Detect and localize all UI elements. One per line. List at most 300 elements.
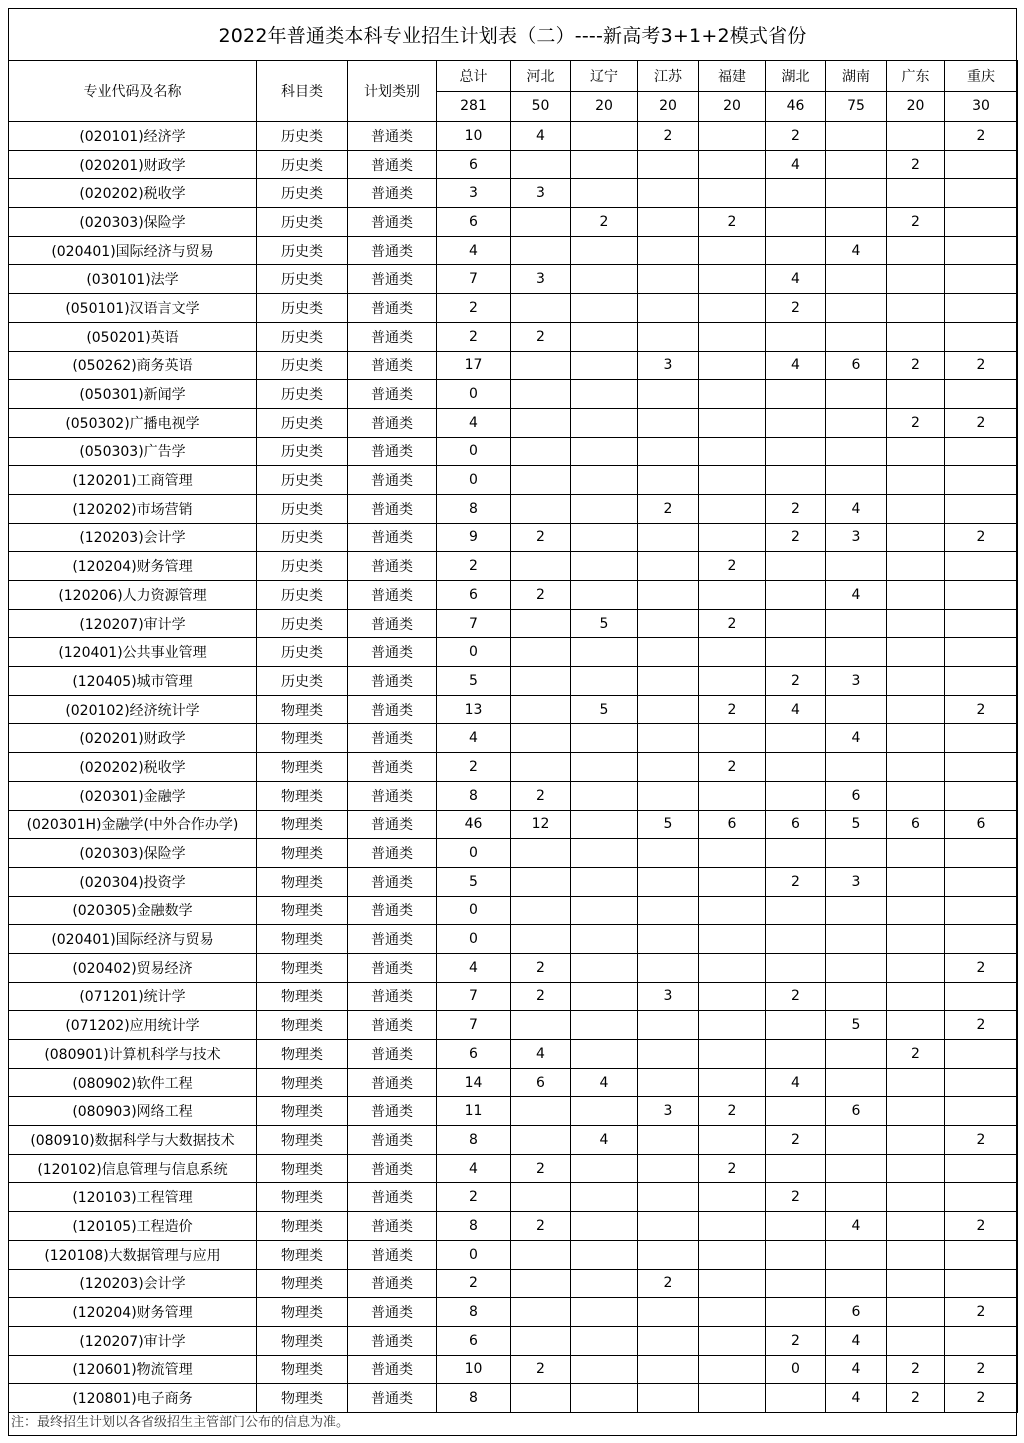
province-quota-cell (766, 1269, 826, 1298)
province-quota-cell (699, 867, 766, 896)
province-quota-cell: 3 (638, 351, 699, 380)
province-quota-cell (887, 1298, 945, 1327)
subject-cell: 物理类 (257, 982, 348, 1011)
province-quota-cell (699, 380, 766, 409)
header-plan-type: 计划类别 (348, 61, 437, 122)
province-quota-cell: 4 (826, 581, 887, 610)
plan-type-cell: 普通类 (348, 724, 437, 753)
province-quota-cell (887, 609, 945, 638)
province-quota-cell (638, 552, 699, 581)
subject-cell: 历史类 (257, 122, 348, 151)
province-quota-cell (571, 1154, 638, 1183)
province-quota-cell (638, 408, 699, 437)
province-quota-cell (571, 523, 638, 552)
province-quota-cell (887, 265, 945, 294)
province-quota-cell: 5 (826, 1011, 887, 1040)
plan-type-cell: 普通类 (348, 408, 437, 437)
province-quota-cell (766, 638, 826, 667)
province-quota-cell (699, 667, 766, 696)
province-quota-cell (826, 122, 887, 151)
province-quota-cell: 5 (826, 810, 887, 839)
major-cell: (120801)电子商务 (9, 1384, 257, 1413)
province-quota-cell: 12 (511, 810, 571, 839)
subject-cell: 历史类 (257, 150, 348, 179)
plan-type-cell: 普通类 (348, 982, 437, 1011)
province-quota-cell: 6 (766, 810, 826, 839)
province-quota-cell: 2 (766, 867, 826, 896)
province-quota-cell (511, 1097, 571, 1126)
province-quota-cell (766, 1384, 826, 1413)
header-province: 福建 (699, 61, 766, 92)
province-quota-cell: 4 (766, 265, 826, 294)
plan-type-cell: 普通类 (348, 953, 437, 982)
subject-cell: 物理类 (257, 1183, 348, 1212)
province-quota-cell (638, 265, 699, 294)
province-quota-cell (638, 1212, 699, 1241)
plan-type-cell: 普通类 (348, 695, 437, 724)
province-quota-cell (766, 1097, 826, 1126)
province-quota-cell (699, 1240, 766, 1269)
subject-cell: 物理类 (257, 1212, 348, 1241)
total-cell: 8 (437, 781, 511, 810)
province-quota-cell (699, 1326, 766, 1355)
subject-cell: 物理类 (257, 1097, 348, 1126)
province-quota-cell: 2 (511, 523, 571, 552)
province-quota-cell (638, 322, 699, 351)
province-quota-cell (511, 867, 571, 896)
province-quota-cell (638, 1240, 699, 1269)
province-quota-cell (887, 982, 945, 1011)
province-quota-cell: 2 (571, 208, 638, 237)
province-quota-cell (638, 1126, 699, 1155)
province-quota-cell (945, 208, 1018, 237)
province-quota-cell: 2 (766, 122, 826, 151)
province-quota-cell (887, 523, 945, 552)
province-quota-cell (699, 1384, 766, 1413)
province-quota-cell (511, 150, 571, 179)
total-cell: 4 (437, 1154, 511, 1183)
province-quota-cell (511, 925, 571, 954)
province-quota-cell: 2 (511, 1154, 571, 1183)
province-quota-cell: 6 (826, 351, 887, 380)
table-row (9, 1126, 1018, 1155)
major-cell: (050101)汉语言文学 (9, 294, 257, 323)
plan-type-cell: 普通类 (348, 1298, 437, 1327)
subject-cell: 历史类 (257, 179, 348, 208)
subject-cell: 物理类 (257, 810, 348, 839)
subject-cell: 历史类 (257, 667, 348, 696)
province-quota-cell (571, 781, 638, 810)
table-row (9, 753, 1018, 782)
table-row (9, 552, 1018, 581)
total-cell: 8 (437, 1126, 511, 1155)
province-quota-cell (638, 839, 699, 868)
subject-cell: 物理类 (257, 1126, 348, 1155)
plan-type-cell: 普通类 (348, 1355, 437, 1384)
province-quota-cell (699, 122, 766, 151)
province-quota-cell: 2 (887, 1040, 945, 1069)
major-cell: (020301)金融学 (9, 781, 257, 810)
province-quota-cell: 2 (766, 982, 826, 1011)
province-quota-cell: 2 (887, 1384, 945, 1413)
province-quota-cell: 3 (826, 667, 887, 696)
province-quota-cell (699, 1269, 766, 1298)
total-cell: 6 (437, 150, 511, 179)
total-cell: 10 (437, 1355, 511, 1384)
province-quota-cell: 2 (945, 1298, 1018, 1327)
province-quota-cell (826, 466, 887, 495)
province-quota-cell: 2 (511, 1212, 571, 1241)
province-quota-cell (571, 179, 638, 208)
province-quota-cell (511, 494, 571, 523)
province-quota-cell (699, 953, 766, 982)
province-quota-cell (887, 1269, 945, 1298)
province-quota-cell (945, 609, 1018, 638)
major-cell: (020303)保险学 (9, 839, 257, 868)
province-quota-cell (511, 896, 571, 925)
province-quota-cell (887, 1126, 945, 1155)
province-quota-cell (699, 1011, 766, 1040)
province-quota-cell: 6 (887, 810, 945, 839)
province-quota-cell: 4 (826, 1384, 887, 1413)
province-quota-cell: 2 (887, 208, 945, 237)
province-quota-cell (766, 839, 826, 868)
province-quota-cell (826, 982, 887, 1011)
province-quota-cell (699, 1183, 766, 1212)
major-cell: (020303)保险学 (9, 208, 257, 237)
province-quota-cell (699, 896, 766, 925)
province-quota-cell (638, 1011, 699, 1040)
province-quota-cell (766, 466, 826, 495)
province-quota-cell: 2 (945, 408, 1018, 437)
total-cell: 0 (437, 896, 511, 925)
province-quota-cell (945, 150, 1018, 179)
subject-cell: 物理类 (257, 1154, 348, 1183)
province-quota-cell: 4 (571, 1126, 638, 1155)
subject-cell: 历史类 (257, 265, 348, 294)
province-quota-cell: 4 (826, 494, 887, 523)
total-cell: 0 (437, 380, 511, 409)
province-quota-cell (766, 609, 826, 638)
table-row (9, 695, 1018, 724)
subject-cell: 历史类 (257, 380, 348, 409)
province-quota-cell (511, 609, 571, 638)
province-quota-cell (826, 437, 887, 466)
table-row (9, 466, 1018, 495)
province-quota-cell (699, 1040, 766, 1069)
plan-type-cell: 普通类 (348, 1040, 437, 1069)
province-quota-cell: 2 (511, 781, 571, 810)
province-quota-cell (766, 896, 826, 925)
province-quota-cell (638, 953, 699, 982)
subject-cell: 物理类 (257, 1040, 348, 1069)
footnote: 注：最终招生计划以各省级招生主管部门公布的信息为准。 (11, 1415, 350, 1430)
province-quota-cell (638, 236, 699, 265)
plan-type-cell: 普通类 (348, 1212, 437, 1241)
total-cell: 11 (437, 1097, 511, 1126)
total-cell: 2 (437, 1183, 511, 1212)
province-quota-cell (887, 839, 945, 868)
province-quota-cell (766, 1154, 826, 1183)
province-quota-cell (887, 1068, 945, 1097)
province-quota-cell: 3 (638, 982, 699, 1011)
province-quota-cell (826, 150, 887, 179)
enrollment-plan-table (8, 60, 1018, 1413)
header-province: 江苏 (638, 61, 699, 92)
major-cell: (120105)工程造价 (9, 1212, 257, 1241)
province-quota-cell (945, 667, 1018, 696)
total-cell: 7 (437, 1011, 511, 1040)
province-quota-cell: 2 (945, 523, 1018, 552)
header-total: 20 (887, 91, 945, 122)
major-cell: (020401)国际经济与贸易 (9, 236, 257, 265)
province-quota-cell (571, 982, 638, 1011)
table-row (9, 408, 1018, 437)
province-quota-cell: 4 (511, 1040, 571, 1069)
table-row (9, 437, 1018, 466)
province-quota-cell (699, 236, 766, 265)
province-quota-cell (511, 1240, 571, 1269)
subject-cell: 历史类 (257, 552, 348, 581)
province-quota-cell (571, 1212, 638, 1241)
province-quota-cell (699, 408, 766, 437)
table-row (9, 1040, 1018, 1069)
plan-type-cell: 普通类 (348, 638, 437, 667)
province-quota-cell: 4 (826, 1326, 887, 1355)
province-quota-cell (699, 982, 766, 1011)
major-cell: (080901)计算机科学与技术 (9, 1040, 257, 1069)
table-row (9, 1326, 1018, 1355)
province-quota-cell (511, 208, 571, 237)
total-cell: 4 (437, 724, 511, 753)
province-quota-cell: 2 (945, 1126, 1018, 1155)
province-quota-cell (699, 925, 766, 954)
plan-type-cell: 普通类 (348, 322, 437, 351)
province-quota-cell (638, 1326, 699, 1355)
province-quota-cell (826, 839, 887, 868)
province-quota-cell: 2 (699, 208, 766, 237)
major-cell: (080902)软件工程 (9, 1068, 257, 1097)
province-quota-cell (699, 523, 766, 552)
total-cell: 2 (437, 1269, 511, 1298)
major-cell: (050302)广播电视学 (9, 408, 257, 437)
subject-cell: 物理类 (257, 867, 348, 896)
total-cell: 7 (437, 265, 511, 294)
province-quota-cell (638, 1183, 699, 1212)
province-quota-cell (887, 466, 945, 495)
header-total: 46 (766, 91, 826, 122)
table-row (9, 265, 1018, 294)
subject-cell: 历史类 (257, 609, 348, 638)
province-quota-cell (511, 839, 571, 868)
subject-cell: 历史类 (257, 466, 348, 495)
table-row (9, 122, 1018, 151)
province-quota-cell: 6 (945, 810, 1018, 839)
major-cell: (020101)经济学 (9, 122, 257, 151)
province-quota-cell (571, 1298, 638, 1327)
major-cell: (120405)城市管理 (9, 667, 257, 696)
province-quota-cell (945, 1240, 1018, 1269)
total-cell: 2 (437, 552, 511, 581)
total-cell: 6 (437, 581, 511, 610)
plan-type-cell: 普通类 (348, 1384, 437, 1413)
province-quota-cell (766, 380, 826, 409)
province-quota-cell (826, 1126, 887, 1155)
province-quota-cell (826, 380, 887, 409)
table-row (9, 609, 1018, 638)
province-quota-cell: 2 (638, 494, 699, 523)
province-quota-cell (887, 638, 945, 667)
major-cell: (071201)统计学 (9, 982, 257, 1011)
province-quota-cell: 2 (887, 150, 945, 179)
table-row (9, 1068, 1018, 1097)
province-quota-cell (638, 437, 699, 466)
province-quota-cell (887, 437, 945, 466)
subject-cell: 历史类 (257, 351, 348, 380)
province-quota-cell (638, 1154, 699, 1183)
province-quota-cell (571, 1040, 638, 1069)
total-cell: 46 (437, 810, 511, 839)
province-quota-cell (511, 1326, 571, 1355)
subject-cell: 物理类 (257, 925, 348, 954)
major-cell: (120203)会计学 (9, 523, 257, 552)
plan-type-cell: 普通类 (348, 1183, 437, 1212)
plan-type-cell: 普通类 (348, 1097, 437, 1126)
province-quota-cell (638, 1068, 699, 1097)
province-quota-cell (511, 724, 571, 753)
table-row (9, 724, 1018, 753)
province-quota-cell (945, 552, 1018, 581)
major-cell: (120108)大数据管理与应用 (9, 1240, 257, 1269)
province-quota-cell: 4 (766, 351, 826, 380)
table-row (9, 925, 1018, 954)
province-quota-cell: 2 (887, 1355, 945, 1384)
province-quota-cell (571, 1183, 638, 1212)
province-quota-cell (571, 150, 638, 179)
major-cell: (071202)应用统计学 (9, 1011, 257, 1040)
table-row (9, 1097, 1018, 1126)
province-quota-cell (638, 466, 699, 495)
province-quota-cell (887, 753, 945, 782)
plan-type-cell: 普通类 (348, 236, 437, 265)
province-quota-cell (945, 322, 1018, 351)
plan-type-cell: 普通类 (348, 150, 437, 179)
province-quota-cell (945, 867, 1018, 896)
province-quota-cell (945, 494, 1018, 523)
province-quota-cell (511, 695, 571, 724)
table-row (9, 1298, 1018, 1327)
province-quota-cell (826, 695, 887, 724)
province-quota-cell (766, 1298, 826, 1327)
major-cell: (120207)审计学 (9, 1326, 257, 1355)
total-cell: 0 (437, 925, 511, 954)
province-quota-cell: 2 (945, 1011, 1018, 1040)
province-quota-cell (571, 953, 638, 982)
province-quota-cell (699, 179, 766, 208)
header-province: 湖南 (826, 61, 887, 92)
province-quota-cell (571, 408, 638, 437)
province-quota-cell: 2 (766, 494, 826, 523)
major-cell: (120202)市场营销 (9, 494, 257, 523)
province-quota-cell (887, 695, 945, 724)
province-quota-cell (887, 953, 945, 982)
table-row (9, 1212, 1018, 1241)
province-quota-cell (945, 1183, 1018, 1212)
subject-cell: 物理类 (257, 1326, 348, 1355)
province-quota-cell (887, 1154, 945, 1183)
header-total: 75 (826, 91, 887, 122)
table-row (9, 667, 1018, 696)
province-quota-cell (511, 1269, 571, 1298)
subject-cell: 历史类 (257, 581, 348, 610)
province-quota-cell: 6 (826, 1097, 887, 1126)
total-cell: 3 (437, 179, 511, 208)
province-quota-cell (699, 150, 766, 179)
province-quota-cell: 2 (511, 581, 571, 610)
province-quota-cell (571, 1097, 638, 1126)
major-cell: (120207)审计学 (9, 609, 257, 638)
table-row (9, 294, 1018, 323)
province-quota-cell: 2 (945, 695, 1018, 724)
major-cell: (020202)税收学 (9, 753, 257, 782)
province-quota-cell (571, 724, 638, 753)
table-row (9, 982, 1018, 1011)
total-cell: 4 (437, 953, 511, 982)
province-quota-cell: 5 (571, 609, 638, 638)
header-total: 281 (437, 91, 511, 122)
header-province: 重庆 (945, 61, 1018, 92)
province-quota-cell (945, 437, 1018, 466)
province-quota-cell (826, 408, 887, 437)
province-quota-cell (945, 781, 1018, 810)
province-quota-cell (945, 896, 1018, 925)
province-quota-cell (887, 581, 945, 610)
major-cell: (020304)投资学 (9, 867, 257, 896)
province-quota-cell: 2 (511, 982, 571, 1011)
province-quota-cell (699, 1068, 766, 1097)
province-quota-cell (826, 294, 887, 323)
province-quota-cell (766, 179, 826, 208)
total-cell: 0 (437, 638, 511, 667)
province-quota-cell: 2 (511, 953, 571, 982)
major-cell: (080910)数据科学与大数据技术 (9, 1126, 257, 1155)
plan-type-cell: 普通类 (348, 1068, 437, 1097)
province-quota-cell (571, 437, 638, 466)
province-quota-cell (571, 839, 638, 868)
province-quota-cell (887, 380, 945, 409)
province-quota-cell (571, 810, 638, 839)
province-quota-cell (826, 322, 887, 351)
plan-type-cell: 普通类 (348, 581, 437, 610)
province-quota-cell (887, 1011, 945, 1040)
subject-cell: 物理类 (257, 1384, 348, 1413)
table-body (9, 122, 1018, 1413)
province-quota-cell: 2 (945, 1212, 1018, 1241)
province-quota-cell (945, 839, 1018, 868)
table-row (9, 236, 1018, 265)
plan-type-cell: 普通类 (348, 1126, 437, 1155)
total-cell: 8 (437, 494, 511, 523)
province-quota-cell (766, 437, 826, 466)
province-quota-cell (511, 1298, 571, 1327)
province-quota-cell (571, 494, 638, 523)
province-quota-cell (571, 351, 638, 380)
major-cell: (080903)网络工程 (9, 1097, 257, 1126)
province-quota-cell (511, 408, 571, 437)
province-quota-cell (699, 265, 766, 294)
province-quota-cell (511, 294, 571, 323)
province-quota-cell: 4 (511, 122, 571, 151)
